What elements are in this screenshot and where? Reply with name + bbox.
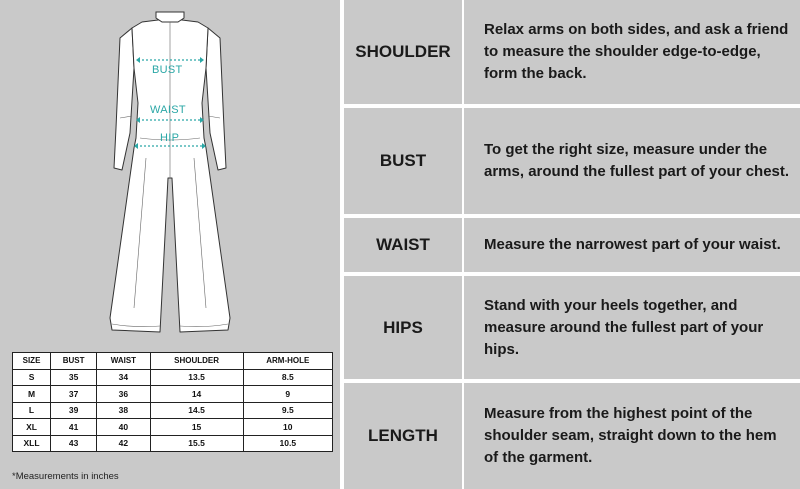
guide-row-shoulder <box>340 0 800 104</box>
header-arm-hole: ARM-HOLE <box>243 353 332 370</box>
cell-bust: 41 <box>51 419 97 436</box>
guide-name: LENGTH <box>344 383 462 489</box>
waist-label: WAIST <box>150 104 186 116</box>
cell-arm-hole: 10 <box>243 419 332 436</box>
header-bust: BUST <box>51 353 97 370</box>
guide-text: Measure from the highest point of the shoulder seam, straight down to the hem of the garment. <box>464 383 800 489</box>
cell-waist: 40 <box>97 419 150 436</box>
left-panel <box>0 0 340 489</box>
cell-arm-hole: 8.5 <box>243 369 332 386</box>
size-chart-table <box>12 352 333 452</box>
garment-illustration <box>50 8 290 343</box>
header-waist: WAIST <box>97 353 150 370</box>
guide-name: SHOULDER <box>344 0 462 104</box>
guide-row-hips <box>340 276 800 379</box>
cell-size: S <box>13 369 51 386</box>
guide-row-length <box>340 383 800 489</box>
cell-bust: 43 <box>51 435 97 452</box>
cell-waist: 38 <box>97 402 150 419</box>
table-row <box>13 435 333 452</box>
measurement-guide <box>340 0 800 489</box>
cell-shoulder: 14 <box>150 386 243 403</box>
cell-waist: 42 <box>97 435 150 452</box>
cell-waist: 34 <box>97 369 150 386</box>
guide-row-waist <box>340 218 800 272</box>
guide-text: Measure the narrowest part of your waist. <box>464 218 800 272</box>
header-size: SIZE <box>13 353 51 370</box>
table-row <box>13 419 333 436</box>
hip-label: HIP <box>160 132 180 144</box>
guide-name: BUST <box>344 108 462 214</box>
cell-arm-hole: 9.5 <box>243 402 332 419</box>
cell-size: M <box>13 386 51 403</box>
cell-bust: 35 <box>51 369 97 386</box>
bust-label: BUST <box>152 64 183 76</box>
cell-size: XLL <box>13 435 51 452</box>
measurement-note: *Measurements in inches <box>12 471 119 482</box>
jumpsuit-drawing <box>50 8 290 343</box>
guide-text: To get the right size, measure under the arms, around the fullest part of your chest. <box>464 108 800 214</box>
cell-arm-hole: 9 <box>243 386 332 403</box>
cell-size: L <box>13 402 51 419</box>
header-shoulder: SHOULDER <box>150 353 243 370</box>
cell-bust: 37 <box>51 386 97 403</box>
guide-text: Relax arms on both sides, and ask a friend to measure the shoulder edge-to-edge, form the back. <box>464 0 800 104</box>
table-row <box>13 402 333 419</box>
cell-waist: 36 <box>97 386 150 403</box>
cell-shoulder: 15.5 <box>150 435 243 452</box>
table-row <box>13 369 333 386</box>
cell-size: XL <box>13 419 51 436</box>
cell-shoulder: 15 <box>150 419 243 436</box>
guide-text: Stand with your heels together, and measure around the fullest part of your hips. <box>464 276 800 379</box>
cell-arm-hole: 10.5 <box>243 435 332 452</box>
table-row <box>13 386 333 403</box>
cell-shoulder: 14.5 <box>150 402 243 419</box>
guide-name: WAIST <box>344 218 462 272</box>
cell-bust: 39 <box>51 402 97 419</box>
table-header-row <box>13 353 333 370</box>
guide-row-bust <box>340 108 800 214</box>
cell-shoulder: 13.5 <box>150 369 243 386</box>
guide-name: HIPS <box>344 276 462 379</box>
